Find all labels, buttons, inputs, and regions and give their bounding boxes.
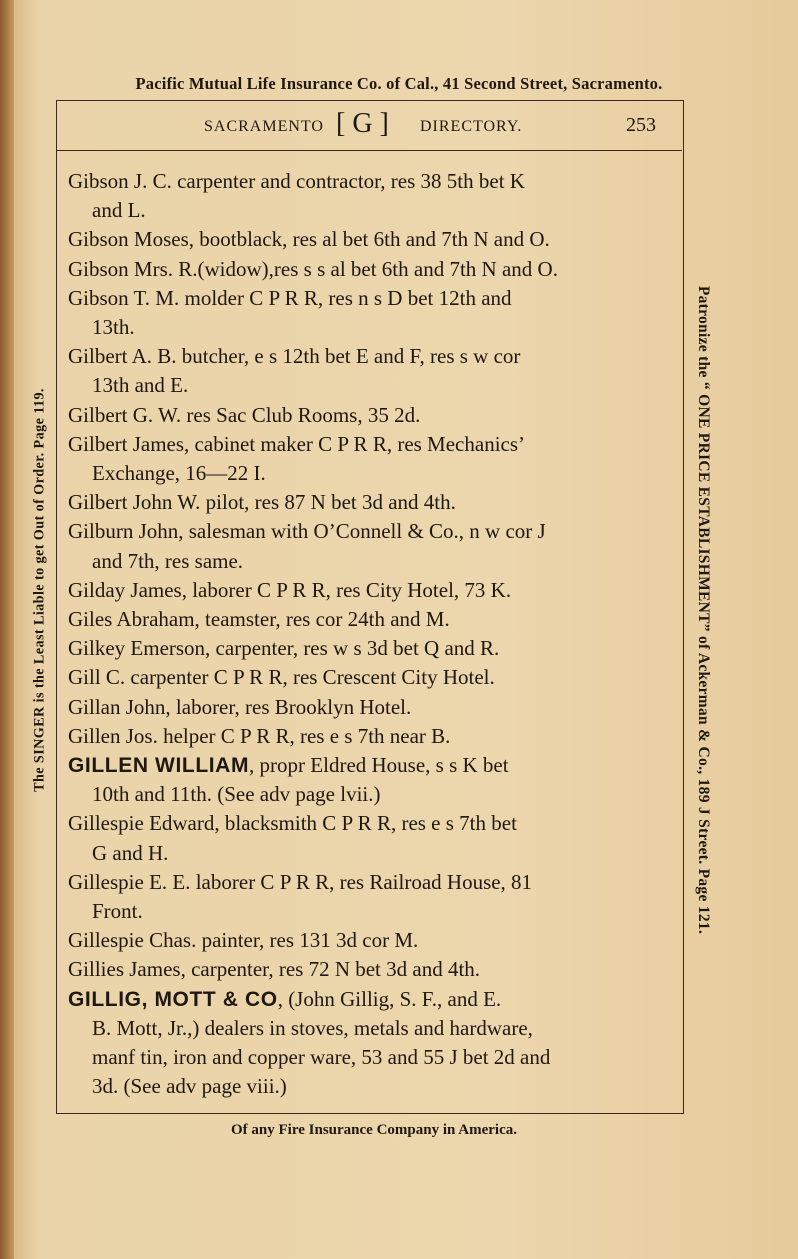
entry-line	[68, 167, 666, 196]
entry-continuation-line: and L.	[92, 198, 146, 223]
entry-text: Gilbert G. W. res Sac Club Rooms, 35 2d.	[68, 402, 421, 427]
entry-text: Gillan John, laborer, res Brooklyn Hotel.	[68, 694, 412, 719]
entry-text: Gillies James, carpenter, res 72 N bet 3d and 4th.	[68, 957, 481, 982]
entry-text: Gibson J. C. carpenter and contractor, res 38 5th bet K	[68, 169, 525, 193]
entry-line	[68, 663, 666, 692]
directory-entry	[68, 284, 666, 342]
directory-entry	[68, 401, 666, 430]
directory-entry	[68, 517, 666, 575]
running-head-letter: [ G ]	[336, 108, 389, 139]
page-number: 253	[626, 114, 656, 136]
directory-entries	[68, 167, 666, 1102]
directory-entry	[68, 868, 666, 926]
directory-entry	[68, 167, 666, 225]
running-head-directory: DIRECTORY.	[420, 118, 523, 135]
entry-text: Gilbert John W. pilot, res 87 N bet 3d and 4th.	[68, 490, 456, 515]
directory-entry	[68, 985, 666, 1102]
entry-line	[68, 576, 666, 605]
entry-text: Gilbert James, cabinet maker C P R R, res Mechanics’	[68, 431, 526, 456]
entry-line	[68, 401, 666, 430]
directory-entry	[68, 605, 666, 634]
entry-bold-name: GILLEN WILLIAM	[68, 754, 250, 778]
directory-entry	[68, 576, 666, 605]
entry-line	[68, 751, 666, 780]
directory-entry	[68, 430, 666, 488]
entry-text: Gillespie Edward, blacksmith C P R R, res e s 7th bet	[68, 811, 517, 836]
entry-line	[68, 722, 666, 751]
book-spine-edge	[0, 0, 14, 1259]
directory-entry	[68, 663, 666, 692]
entry-continuation-line: 3d. (See adv page viii.)	[92, 1074, 287, 1099]
entry-text: Gillespie Chas. painter, res 131 3d cor M.	[68, 928, 419, 953]
running-head	[56, 108, 682, 146]
entry-text: Gillen Jos. helper C P R R, res e s 7th near B.	[68, 723, 451, 748]
running-head-city: SACRAMENTO	[204, 118, 324, 135]
directory-entry	[68, 751, 666, 809]
directory-entry	[68, 693, 666, 722]
entry-continuation-line: manf tin, iron and copper ware, 53 and 55 J bet 2d and	[92, 1045, 551, 1070]
entry-line	[68, 809, 666, 838]
entry-continuation-line: 13th and E.	[92, 373, 189, 398]
entry-text: Gilday James, laborer C P R R, res City Hotel, 73 K.	[68, 577, 512, 602]
entry-text: , (John Gillig, S. F., and E.	[277, 986, 502, 1011]
entry-continuation-line: 13th.	[92, 315, 135, 340]
directory-entry	[68, 955, 666, 984]
top-advertisement: Pacific Mutual Life Insurance Co. of Cal., 41 Second Street, Sacramento.	[135, 74, 663, 93]
directory-entry	[68, 225, 666, 254]
right-margin-advertisement: Patronize the “ ONE PRICE ESTABLISHMENT” of Ackerman & Co., 189 J Street. Page 121.	[695, 285, 712, 935]
entry-line	[68, 255, 666, 284]
entry-text: Gillespie E. E. laborer C P R R, res Railroad House, 81	[68, 869, 533, 894]
directory-entry	[68, 926, 666, 955]
entry-text: Gilburn John, salesman with O’Connell & Co., n w cor J	[68, 519, 546, 544]
entry-text: Gill C. carpenter C P R R, res Crescent City Hotel.	[68, 665, 495, 690]
entry-continuation-line: 10th and 11th. (See adv page lvii.)	[92, 782, 381, 807]
entry-line	[68, 605, 666, 634]
directory-entry	[68, 342, 666, 400]
running-head-rule	[56, 150, 682, 151]
entry-bold-name: GILLIG, MOTT & CO	[68, 987, 278, 1011]
directory-entry	[68, 634, 666, 663]
directory-entry	[68, 255, 666, 284]
left-margin-advertisement: The SINGER is the Least Liable to get Out of Order. Page 119.	[31, 388, 48, 792]
entry-text: , propr Eldred House, s s K bet	[249, 753, 509, 778]
entry-line	[68, 693, 666, 722]
entry-line	[68, 985, 666, 1014]
entry-continuation-line: Exchange, 16—22 I.	[92, 461, 266, 486]
entry-continuation-line: G and H.	[92, 840, 169, 865]
bottom-advertisement: Of any Fire Insurance Company in America.	[231, 1122, 517, 1138]
entry-line	[68, 488, 666, 517]
entry-text: Gibson Moses, bootblack, res al bet 6th and 7th N and O.	[68, 227, 550, 252]
entry-text: Gilbert A. B. butcher, e s 12th bet E and F, res s w cor	[68, 344, 521, 369]
entry-text: Gilkey Emerson, carpenter, res w s 3d bet Q and R.	[68, 636, 500, 661]
entry-continuation-line: B. Mott, Jr.,) dealers in stoves, metals and hardware,	[92, 1015, 533, 1040]
entry-line	[68, 955, 666, 984]
entry-text: Gibson T. M. molder C P R R, res n s D bet 12th and	[68, 285, 512, 310]
entry-line	[68, 225, 666, 254]
directory-entry	[68, 809, 666, 867]
entry-line	[68, 868, 666, 897]
entry-continuation-line: Front.	[92, 899, 143, 924]
entry-text: Gibson Mrs. R.(widow),res s s al bet 6th and 7th N and O.	[68, 256, 558, 281]
entry-line	[68, 517, 666, 546]
entry-line	[68, 342, 666, 371]
entry-line	[68, 634, 666, 663]
directory-entry	[68, 722, 666, 751]
entry-line	[68, 430, 666, 459]
entry-line	[68, 926, 666, 955]
entry-line	[68, 284, 666, 313]
entry-text: Giles Abraham, teamster, res cor 24th and M.	[68, 607, 450, 632]
directory-entry	[68, 488, 666, 517]
entry-continuation-line: and 7th, res same.	[92, 548, 244, 573]
